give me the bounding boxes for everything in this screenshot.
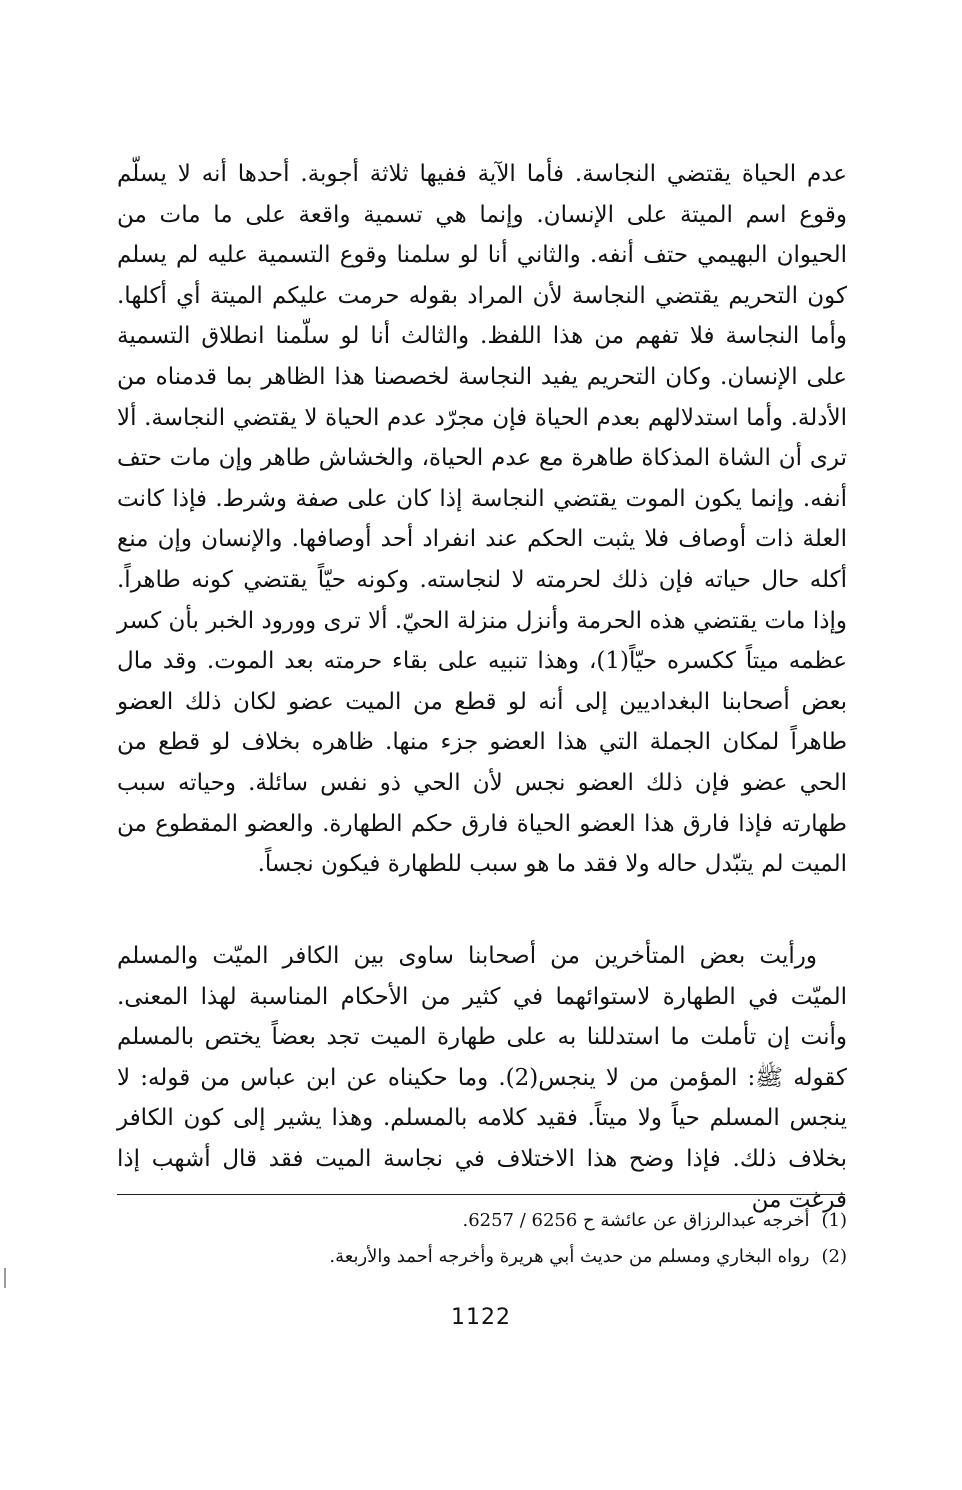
footnote-marker: (2) bbox=[821, 1246, 847, 1267]
page-number: 1122 bbox=[451, 1305, 511, 1330]
footnote-2 bbox=[117, 1239, 847, 1275]
paragraph-1: عدم الحياة يقتضي النجاسة. فأما الآية ففيها ثلاثة أجوبة. أحدها أنه لا يسلّم وقوع اسم الميتة على الإنسان. وإنما هي تسمية واقعة على ما مات من الحيوان البهيمي حتف أنفه. والثاني أنا لو سلمنا وقوع التسمية عليه لم يسلم كون التحريم يقتضي النجاسة لأن المراد بقوله حرمت عليكم الميتة أي أكلها. وأما النجاسة فلا تفهم من هذا اللفظ. والثالث أنا لو سلّمنا انطلاق التسمية على الإنسان. وكان التحريم يفيد النجاسة لخصصنا هذا الظاهر بما قدمناه من الأدلة. وأما استدلالهم بعدم الحياة فإن مجرّد عدم الحياة لا يقتضي النجاسة. ألا ترى أن الشاة المذكاة طاهرة مع عدم الحياة، والخشاش طاهر وإن مات حتف أنفه. وإنما يكون الموت يقتضي النجاسة إذا كان على صفة وشرط. فإذا كانت العلة ذات أوصاف فلا يثبت الحكم عند انفراد أحد أوصافها. والإنسان وإن منع أكله حال حياته فإن ذلك لحرمته لا لنجاسته. وكونه حيّاً يقتضي كونه طاهراً. وإذا مات يقتضي هذه الحرمة وأنزل منزلة الحيّ. ألا ترى وورود الخبر بأن كسر عظمه ميتاً ككسره حيّاً(1)، وهذا تنبيه على بقاء حرمته بعد الموت. وقد مال بعض أصحابنا البغداديين إلى أنه لو قطع من الميت عضو لكان ذلك العضو طاهراً لمكان الجملة التي هذا العضو جزء منها. ظاهره بخلاف لو قطع من الحي عضو فإن ذلك العضو نجس لأن الحي ذو نفس سائلة. وحياته سبب طهارته فإذا فارق هذا العضو الحياة فارق حكم الطهارة. والعضو المقطوع من الميت لم يتبّدل حاله ولا فقد ما هو سبب للطهارة فيكون نجساً. bbox=[117, 161, 847, 878]
footnote-text: أخرجه عبدالرزاق عن عائشة ح 6256 / 6257. bbox=[462, 1210, 810, 1231]
footnote-text: رواه البخاري ومسلم من حديث أبي هريرة وأخرجه أحمد والأربعة. bbox=[329, 1246, 810, 1267]
second-text-block bbox=[117, 936, 847, 1220]
footnote-1 bbox=[117, 1203, 847, 1239]
main-text-block bbox=[117, 154, 847, 885]
footnote-marker: (1) bbox=[821, 1210, 847, 1231]
scan-artifact bbox=[4, 1268, 6, 1288]
paragraph-2: ورأيت بعض المتأخرين من أصحابنا ساوى بين الكافر الميّت والمسلم الميّت في الطهارة لاستوائهما في كثير من الأحكام المناسبة لهذا المعنى. وأنت إن تأملت ما استدللنا به على طهارة الميت تجد بعضاً يختص بالمسلم كقوله ﷺ: المؤمن من لا ينجس(2). وما حكيناه عن ابن عباس من قوله: لا ينجس المسلم حياً ولا ميتاً. فقيد كلامه بالمسلم. وهذا يشير إلى كون الكافر بخلاف ذلك. فإذا وضح هذا الاختلاف في نجاسة الميت فقد قال أشهب إذا فرغت من bbox=[117, 943, 847, 1213]
footnotes bbox=[117, 1203, 847, 1275]
footnote-separator bbox=[117, 1194, 845, 1195]
